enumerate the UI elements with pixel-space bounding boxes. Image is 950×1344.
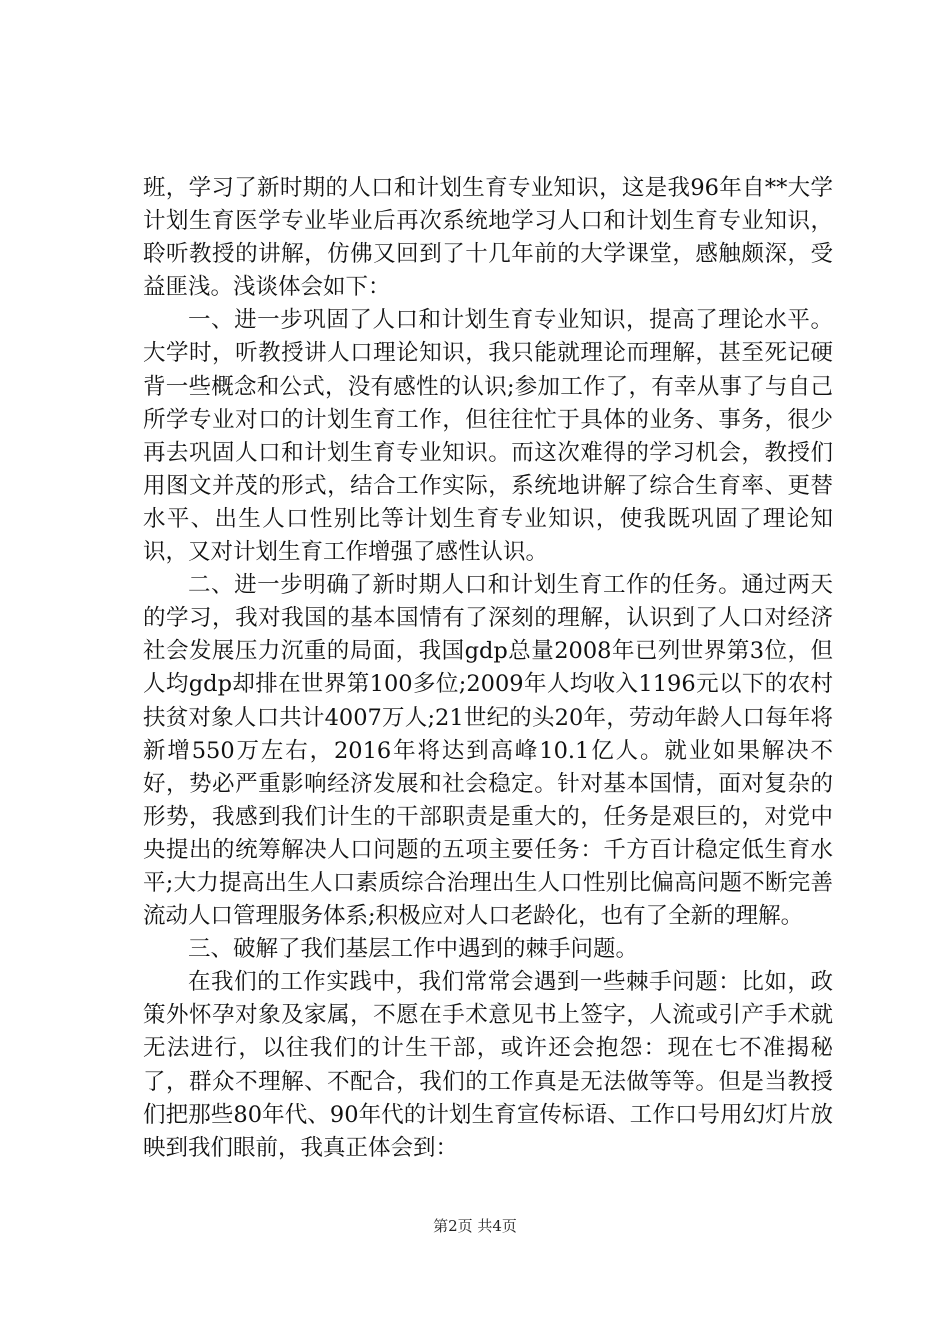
paragraph-point-one: 一、进一步巩固了人口和计划生育专业知识，提高了理论水平。大学时，听教授讲人口理论知识，我只能就理论而理解，甚至死记硬背一些概念和公式，没有感性的认识;参加工作了，有幸从事了与自己所学专业对口的计划生育工作，但往往忙于具体的业务、事务，很少再去巩固人口和计划生育专业知识。而这次难得的学习机会，教授们用图文并茂的形式，结合工作实际，系统地讲解了综合生育率、更替水平、出生人口性别比等计划生育专业知识，使我既巩固了理论知识，又对计划生育工作增强了感性认识。 — [143, 307, 833, 566]
paragraph-point-three-heading: 三、破解了我们基层工作中遇到的棘手问题。 — [188, 936, 639, 963]
paragraph-point-three-body: 在我们的工作实践中，我们常常会遇到一些棘手问题：比如，政策外怀孕对象及家属，不愿在手术意见书上签字，人流或引产手术就无法进行，以往我们的计生干部，或许还会抱怨：现在七不准揭秘了，群众不理解、不配合，我们的工作真是无法做等等。但是当教授们把那些80年代、90年代的计划生育宣传标语、工作口号用幻灯片放映到我们眼前，我真正体会到： — [143, 969, 833, 1161]
document-body — [143, 172, 833, 1165]
page-footer — [0, 1216, 950, 1236]
paragraph-intro: 班，学习了新时期的人口和计划生育专业知识，这是我96年自**大学计划生育医学专业毕业后再次系统地学习人口和计划生育专业知识，聆听教授的讲解，仿佛又回到了十几年前的大学课堂，感触颇深，受益匪浅。浅谈体会如下： — [143, 175, 833, 301]
paragraph-point-two: 二、进一步明确了新时期人口和计划生育工作的任务。通过两天的学习，我对我国的基本国情有了深刻的理解，认识到了人口对经济社会发展压力沉重的局面，我国gdp总量2008年已列世界第3位，但人均gdp却排在世界第100多位;2009年人均收入1196元以下的农村扶贫对象人口共计4007万人;21世纪的头20年，劳动年龄人口每年将新增550万左右，2016年将达到高峰10.1亿人。就业如果解决不好，势必严重影响经济发展和社会稳定。针对基本国情，面对复杂的形势，我感到我们计生的干部职责是重大的，任务是艰巨的，对党中央提出的统筹解决人口问题的五项主要任务：千方百计稳定低生育水平;大力提高出生人口素质综合治理出生人口性别比偏高问题不断完善流动人口管理服务体系;积极应对人口老龄化，也有了全新的理解。 — [143, 572, 833, 930]
page-number-label: 第2页 共4页 — [433, 1217, 517, 1235]
